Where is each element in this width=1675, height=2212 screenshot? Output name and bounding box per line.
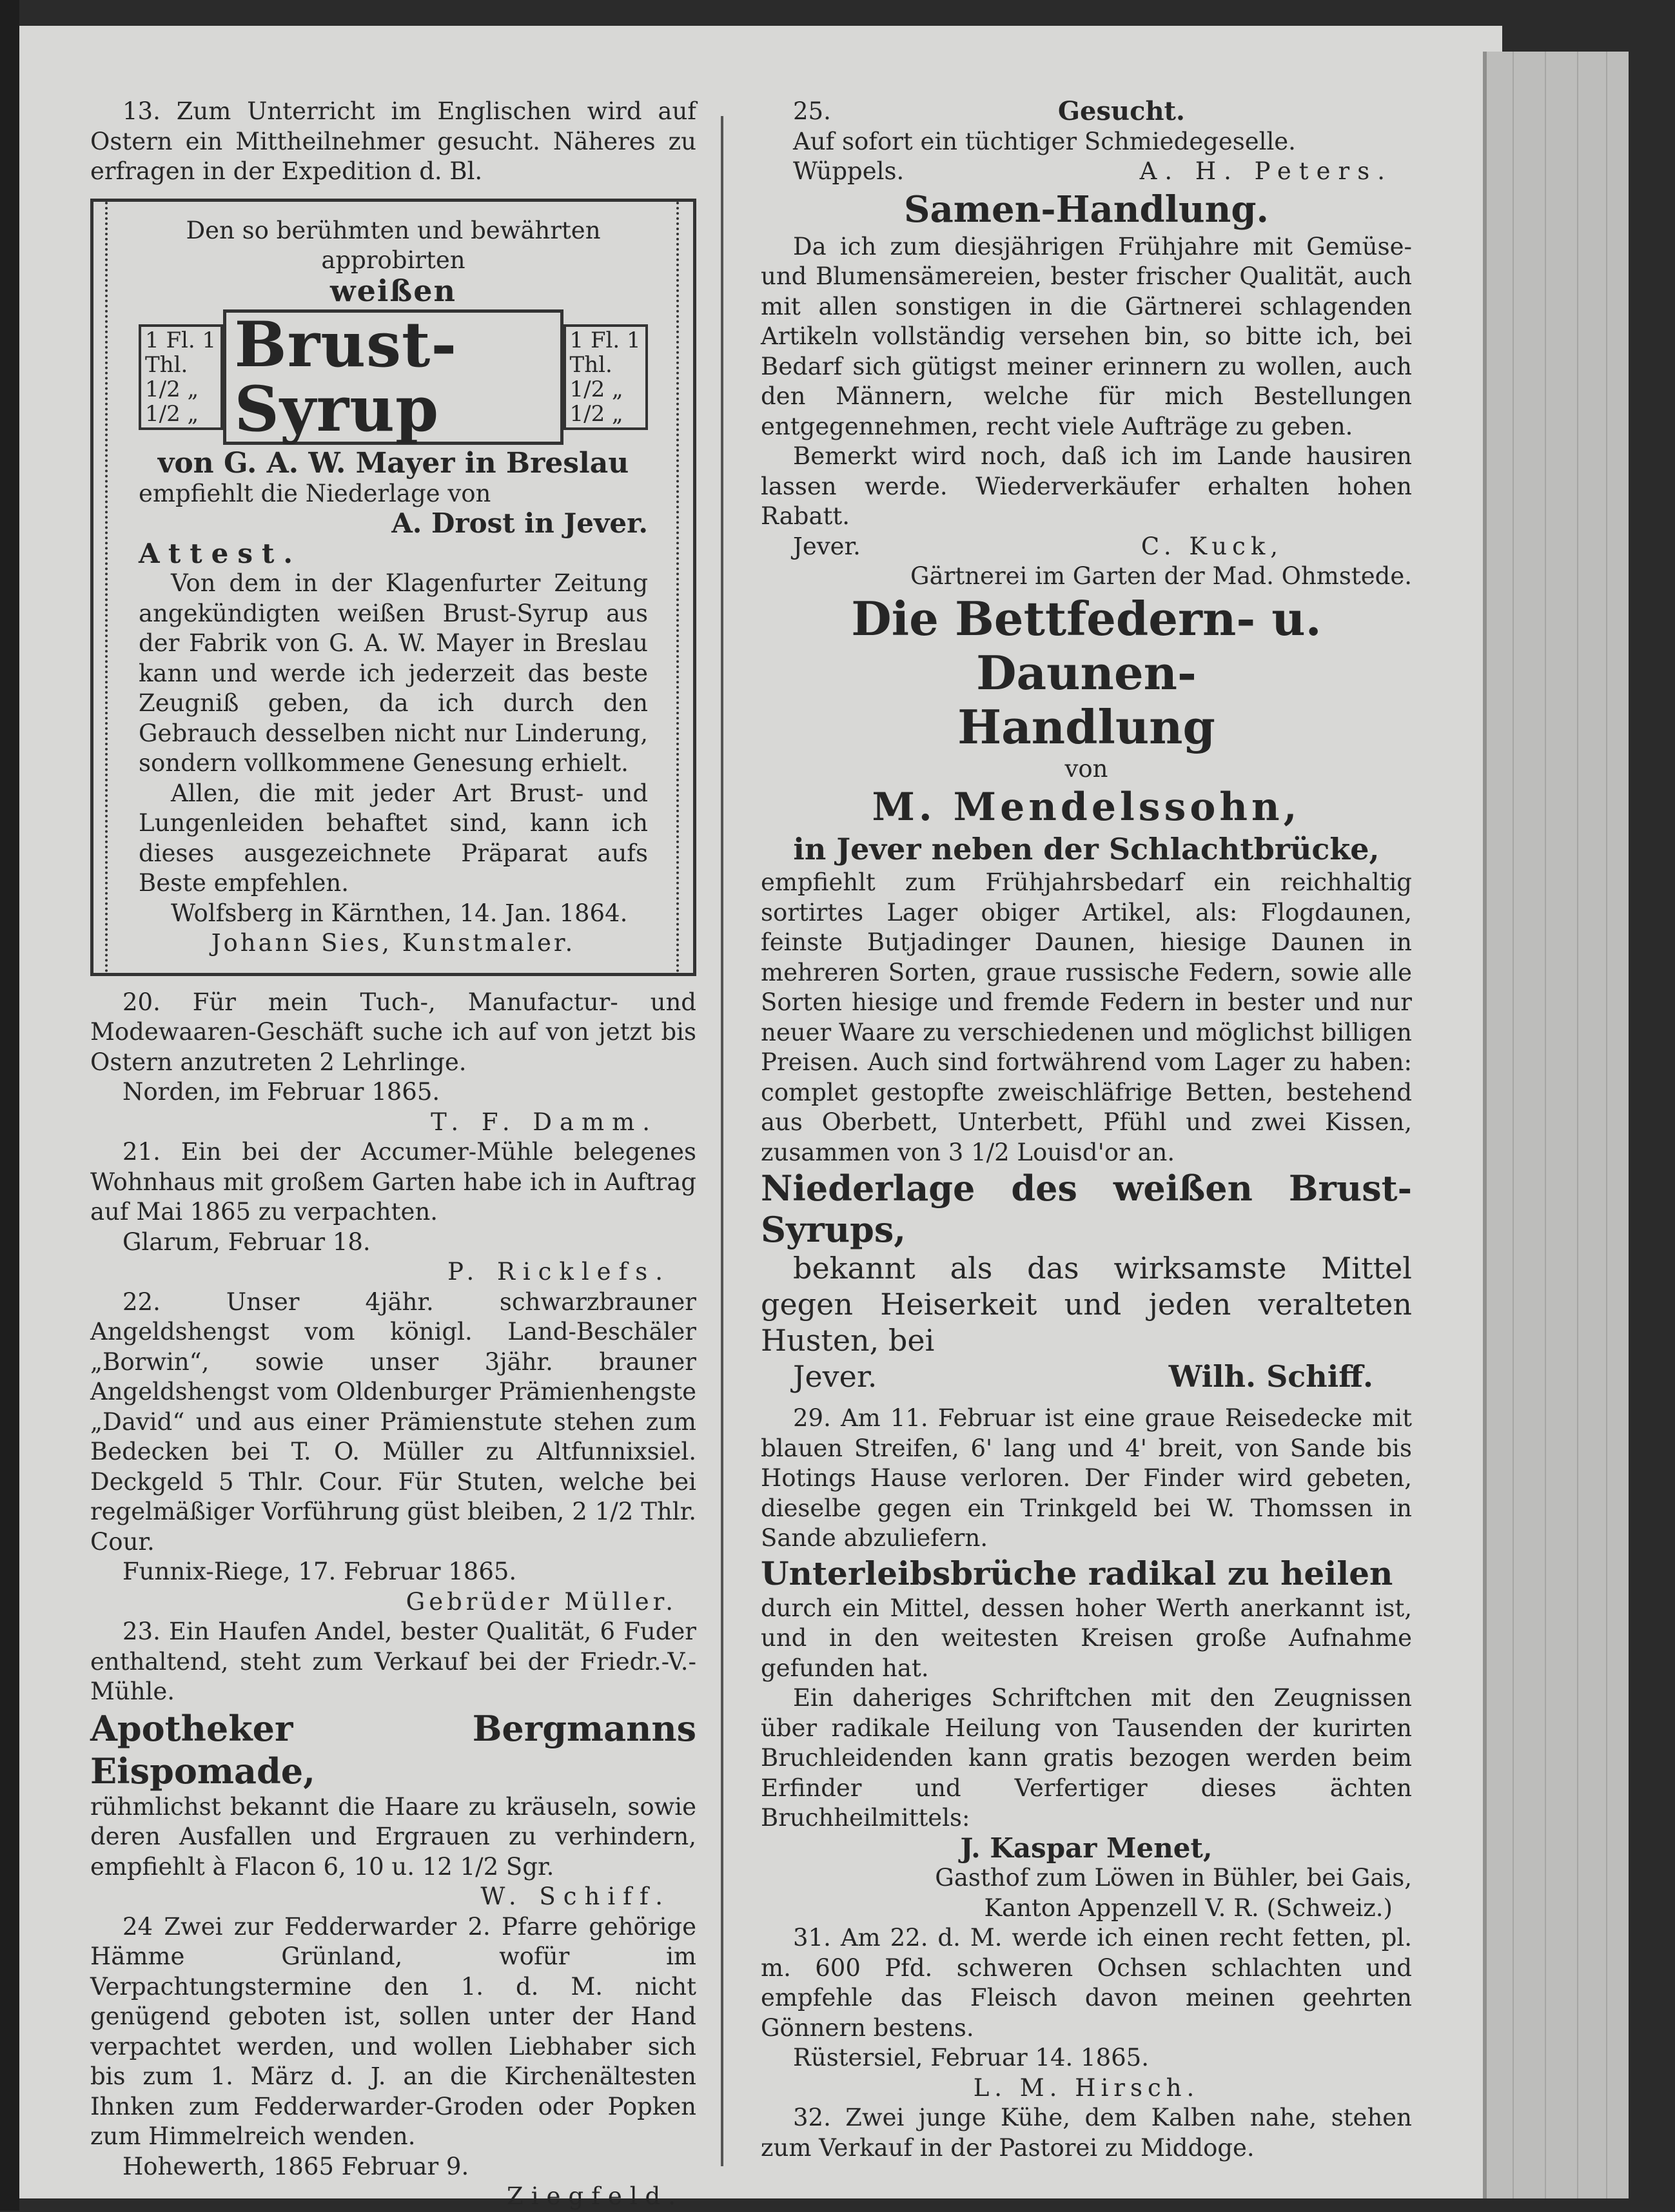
niederlage-headline: Niederlage des weißen Brust-Syrups, — [761, 1168, 1412, 1250]
frame-signer: Johann Sies, Kunstmaler. — [211, 929, 576, 957]
eispomade-headline: Apotheker Bergmanns Eispomade, — [90, 1707, 696, 1792]
ad-24-place: Hohewerth, 1865 Februar 9. — [122, 2152, 469, 2180]
bettfedern-von: von — [1064, 754, 1108, 783]
frame-body2: Allen, die mit jeder Art Brust- und Lungenleiden behaftet sind, kann ich dieses ausgezeichnete Präparat aufs Beste empfehlen. — [139, 779, 648, 897]
ad-24: 24 Zwei zur Fedderwarder 2. Pfarre gehörige Hämme Grünland, wofür im Verpachtungstermine den 1. d. M. nicht genügend geboten ist, sollen unter der Hand verpachtet werden, und wollen Liebhaber sich bis zum 1. März d. J. an die Kirchenältesten Ihnken zum Fedderwarder-Groden oder Popken zum Himmelreich wenden. — [90, 1912, 696, 2150]
niederlage-place: Jever. — [793, 1359, 877, 1394]
samen-footer — [761, 532, 1412, 562]
ad-20-signature: T. F. Damm. — [431, 1108, 658, 1136]
ad-25-heading-row — [761, 97, 1412, 127]
frame-seller: A. Drost in Jever. — [391, 507, 648, 539]
price-left-bottom: 1/2 „ 1/2 „ — [145, 377, 199, 427]
frame-place: Wolfsberg in Kärnthen, 14. Jan. 1864. — [171, 899, 628, 927]
niederlage-body: bekannt als das wirksamste Mittel gegen Heiserkeit und jeden veralteten Husten, bei — [761, 1251, 1412, 1358]
ad-24-signature: Ziegfeld. — [507, 2182, 683, 2210]
ad-21-signature: P. Ricklefs. — [447, 1258, 671, 1286]
samen-place: Jever. — [793, 532, 861, 560]
eispomade-signature: W. Schiff. — [480, 1883, 671, 1910]
ad-13: 13. Zum Unterricht im Englischen wird auf Ostern ein Mittheilnehmer gesucht. Näheres zu erfragen in der Expedition d. Bl. — [90, 97, 696, 185]
column-divider — [721, 116, 723, 2166]
ad-25-place: Wüppels. — [793, 157, 905, 185]
price-box-left — [139, 324, 223, 430]
bettfedern-headline-1: Die Bettfedern- u. Daunen- — [851, 591, 1322, 700]
unterleib-body: durch ein Mittel, dessen hoher Werth anerkannt ist, und in den weitesten Kreisen große Aufnahme gefunden hat. — [761, 1594, 1412, 1682]
price-right-top: 1 Fl. 1 Thl. — [569, 328, 641, 378]
ad-29: 29. Am 11. Februar ist eine graue Reisedecke mit blauen Streifen, 6' lang und 4' breit, von Sande bis Hotings Hause verloren. Der Finder wird gebeten, dieselbe gegen ein Trinkgeld bei W. Thomssen in Sande abzuliefern. — [761, 1404, 1412, 1552]
book-gutter — [0, 0, 19, 2211]
ad-25-signature: A. H. Peters. — [1139, 157, 1393, 185]
unterleib-name: J. Kaspar Menet, — [960, 1832, 1213, 1864]
unterleib-body2: Ein daheriges Schriftchen mit den Zeugnissen über radikale Heilung von Tausenden der kurirten Bruchleidenden kann gratis bezogen werden beim Erfinder und Verfertiger dieses ächten Bruchheilmittels: — [761, 1684, 1412, 1832]
ad-20: 20. Für mein Tuch-, Manufactur- und Modewaaren-Geschäft suche ich auf von jetzt bis Ostern anzutreten 2 Lehrlinge. — [90, 988, 696, 1076]
price-box-right — [563, 324, 648, 430]
ad-23: 23. Ein Haufen Andel, bester Qualität, 6 Fuder enthaltend, steht zum Verkauf bei der Friedr.-V.-Mühle. — [90, 1618, 696, 1705]
ad-20-place: Norden, im Februar 1865. — [122, 1078, 440, 1106]
ad-22-place: Funnix-Riege, 17. Februar 1865. — [122, 1558, 517, 1585]
ad-25-headline: Gesucht. — [1057, 96, 1185, 126]
samen-signature: C. Kuck, — [1141, 532, 1283, 560]
left-column — [90, 97, 696, 2212]
bettfedern-body: empfiehlt zum Frühjahrsbedarf ein reichhaltig sortirtes Lager obiger Artikel, als: Flogdaunen, feinste Butjadinger Daunen, hiesige Daunen in mehreren Sorten, graue russische Federn, sowie alle Sorten hiesige und fremde Federn in bester und nur neuer Waare zu verschiedenen und möglichst billigen Preisen. Auch sind fortwährend vom Lager zu haben: complet gestopfte zweischläfrige Betten, bestehend aus Oberbett, Unterbett, Pfühl und zwei Kissen, zusammen von 3 1/2 Louisd'or an. — [761, 868, 1412, 1166]
ad-25-number: 25. — [793, 97, 831, 125]
frame-body1: Von dem in der Klagenfurter Zeitung angekündigten weißen Brust-Syrup aus der Fabrik von G. A. W. Mayer in Breslau kann und werde ich jederzeit das beste Zeugniß geben, da ich durch den Gebrauch desselben nicht nur Linderung, sondern vollkommene Genesung erhielt. — [139, 569, 648, 777]
frame-line1: Den so berühmten und bewährten approbirten — [186, 216, 601, 274]
niederlage-footer — [761, 1358, 1412, 1395]
samen-body: Da ich zum diesjährigen Frühjahre mit Gemüse- und Blumensämereien, bester frischer Qualität, auch mit allen sonstigen in die Gärtnerei schlagenden Artikeln vollständig versehen bin, so bitte ich, bei Bedarf sich gütigst meiner erinnern zu wollen, auch den Männern, welche für mich Bestellungen entgegennehmen, recht viele Aufträge zu geben. — [761, 232, 1412, 440]
ad-31-place: Rüstersiel, Februar 14. 1865. — [793, 2044, 1149, 2071]
price-left-top: 1 Fl. 1 Thl. — [145, 328, 217, 378]
samen-headline: Samen-Handlung. — [904, 188, 1269, 231]
ad-25-body: Auf sofort ein tüchtiger Schmiedegeselle. — [793, 127, 1296, 155]
frame-empfiehlt: empfiehlt die Niederlage von — [139, 479, 491, 507]
ad-21: 21. Ein bei der Accumer-Mühle belegenes Wohnhaus mit großem Garten habe ich in Auftrag auf Mai 1865 zu verpachten. — [90, 1138, 696, 1226]
ad-22-signature: Gebrüder Müller. — [406, 1587, 677, 1616]
ad-31: 31. Am 22. d. M. werde ich einen recht fetten, pl. m. 600 Pfd. schweren Ochsen schlachten und empfehle das Fleisch davon meinen geehrten Gönnern bestens. — [761, 1924, 1412, 2042]
book-page-edges — [1483, 52, 1629, 2198]
frame-attest: Attest. — [139, 537, 302, 569]
bettfedern-place: in Jever neben der Schlachtbrücke, — [793, 832, 1380, 866]
bettfedern-headline-2: Handlung — [957, 699, 1215, 754]
unterleib-address-2: Kanton Appenzell V. R. (Schweiz.) — [984, 1894, 1393, 1922]
right-column — [761, 97, 1412, 2163]
unterleib-address-1: Gasthof zum Löwen in Bühler, bei Gais, — [935, 1864, 1412, 1892]
ad-21-place: Glarum, Februar 18. — [122, 1228, 371, 1256]
ad-31-signature: L. M. Hirsch. — [973, 2073, 1200, 2102]
ad-22: 22. Unser 4jähr. schwarzbrauner Angeldshengst vom königl. Land-Beschäler „Borwin“, sowie unser 3jähr. brauner Angeldshengst vom Oldenburger Prämienhengste „David“ und aus einer Prämienstute stehen zum Bedecken bei T. O. Müller zu Altfunnixsiel. Deckgeld 5 Thlr. Cour. Für Stuten, welche bei regelmäßiger Vorführung güst bleiben, 2 1/2 Thlr. Cour. — [90, 1287, 696, 1556]
brust-syrup-title: Brust-Syrup — [223, 309, 563, 445]
niederlage-signature: Wilh. Schiff. — [1168, 1359, 1373, 1394]
brust-syrup-row — [139, 309, 648, 445]
brust-syrup-ad-frame — [90, 199, 696, 976]
samen-signature-line2: Gärtnerei im Garten der Mad. Ohmstede. — [910, 562, 1412, 590]
bettfedern-name: M. Mendelssohn, — [872, 785, 1301, 830]
ad-32: 32. Zwei junge Kühe, dem Kalben nahe, stehen zum Verkauf in der Pastorei zu Middoge. — [761, 2104, 1412, 2162]
ad-25-footer — [761, 157, 1412, 187]
frame-maker: von G. A. W. Mayer in Breslau — [157, 447, 629, 480]
eispomade-body: rühmlichst bekannt die Haare zu kräuseln, sowie deren Ausfallen und Ergrauen zu verhindern, empfiehlt à Flacon 6, 10 u. 12 1/2 Sgr. — [90, 1792, 696, 1881]
price-right-bottom: 1/2 „ 1/2 „ — [569, 377, 623, 427]
unterleib-headline: Unterleibsbrüche radikal zu heilen — [761, 1554, 1393, 1592]
samen-body2: Bemerkt wird noch, daß ich im Lande hausiren lassen werde. Wiederverkäufer erhalten hohen Rabatt. — [761, 442, 1412, 530]
frame-line2: weißen — [330, 273, 456, 308]
